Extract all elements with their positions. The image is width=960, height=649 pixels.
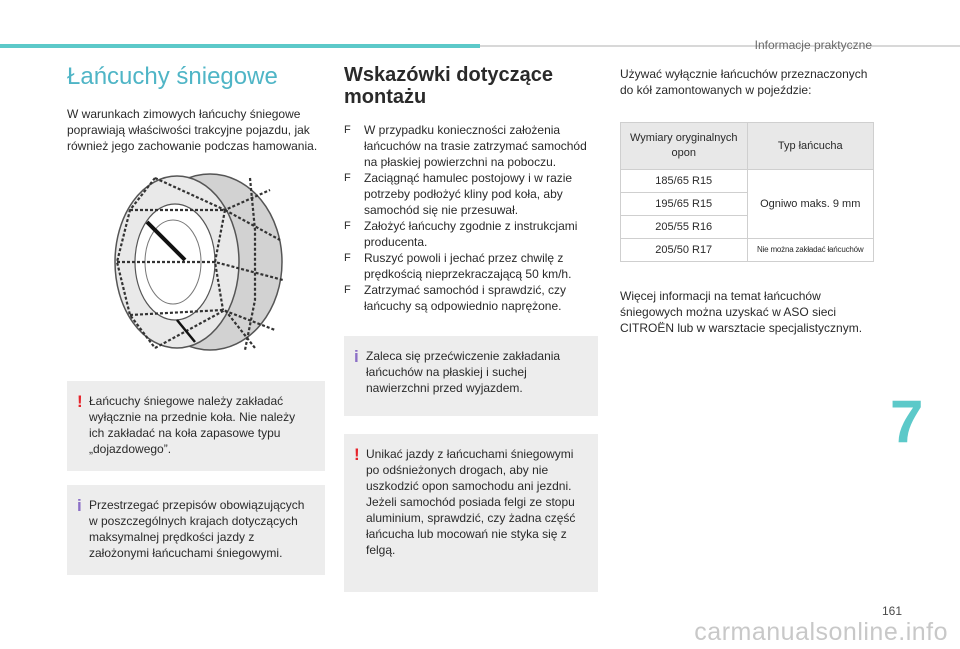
tyre-chain-table bbox=[620, 122, 874, 262]
dealer-info-paragraph: Więcej informacji na temat łańcuchów śniegowych można uzyskać w ASO sieci CITROËN lub w warsztacie specjalistycznym. bbox=[620, 289, 863, 335]
info-icon: i bbox=[77, 496, 82, 515]
info-text: Zaleca się przećwiczenie zakładania łańcuchów na płaskiej i suchej nawierzchni przed wyjazdem. bbox=[366, 349, 561, 395]
column-snow-chains bbox=[67, 62, 325, 575]
step-bullet-icon: F bbox=[344, 220, 351, 232]
header-rule bbox=[480, 45, 960, 47]
column-compatible-tyres bbox=[620, 66, 880, 336]
chain-type-cell: Nie można zakładać łańcuchów bbox=[747, 239, 874, 262]
warning-icon: ! bbox=[354, 445, 360, 464]
section-heading bbox=[344, 64, 598, 108]
table-row bbox=[621, 170, 874, 193]
column-header-chain: Typ łańcucha bbox=[747, 123, 874, 170]
column-mounting-tips bbox=[344, 64, 598, 592]
chain-type-cell: Ogniwo maks. 9 mm bbox=[747, 170, 874, 239]
header-section-title: Informacje praktyczne bbox=[754, 38, 872, 52]
tyre-size-cell: 195/65 R15 bbox=[621, 193, 748, 216]
mounting-steps-list bbox=[344, 122, 598, 314]
snow-chain-illustration bbox=[105, 170, 285, 355]
list-item: F W przypadku konieczności założenia łańcuchów na trasie zatrzymać samochód na płaskiej powierzchni na poboczu. bbox=[344, 123, 587, 169]
info-icon: i bbox=[354, 347, 359, 366]
accent-bar bbox=[0, 44, 480, 48]
column-header-tyre: Wymiary oryginalnych opon bbox=[621, 123, 748, 170]
warning-box-cleared-roads bbox=[344, 434, 598, 592]
list-item: F Ruszyć powoli i jechać przez chwilę z prędkością nieprzekraczającą 50 km/h. bbox=[344, 251, 572, 281]
warning-text: Łańcuchy śniegowe należy zakładać wyłącznie na przednie koła. Nie należy ich zakładać na koła zapasowe typu „dojazdowego”. bbox=[89, 394, 296, 456]
page-number: 161 bbox=[881, 604, 902, 618]
list-item: F Zaciągnąć hamulec postojowy i w razie potrzeby podłożyć kliny pod koła, aby samochód się nie przesuwał. bbox=[344, 171, 573, 217]
tyre-with-chain-icon bbox=[105, 170, 285, 355]
section-heading-line2: montażu bbox=[344, 86, 427, 108]
list-item: F Zatrzymać samochód i sprawdzić, czy łańcuchy są odpowiednio naprężone. bbox=[344, 283, 567, 313]
tyre-size-cell: 205/50 R17 bbox=[621, 239, 748, 262]
step-bullet-icon: F bbox=[344, 172, 351, 184]
list-item: F Założyć łańcuchy zgodnie z instrukcjami producenta. bbox=[344, 219, 578, 249]
info-box-practice bbox=[344, 336, 598, 416]
table-header-row bbox=[621, 123, 874, 170]
table-intro: Używać wyłącznie łańcuchów przeznaczonych do kół zamontowanych w pojeździe: bbox=[620, 67, 868, 97]
watermark-text: carmanualsonline.info bbox=[694, 618, 948, 646]
warning-text: Unikać jazdy z łańcuchami śniegowymi po odśnieżonych drogach, aby nie uszkodzić opon samochodu ani jezdni. Jeżeli samochód posiada felgi ze stopu aluminium, sprawdzić, czy żadna część łańcucha lub mocowań nie styka się z felgą. bbox=[366, 447, 576, 557]
step-bullet-icon: F bbox=[344, 284, 351, 296]
chapter-number: 7 bbox=[890, 388, 924, 455]
warning-icon: ! bbox=[77, 392, 83, 411]
info-text: Przestrzegać przepisów obowiązujących w poszczególnych krajach dotyczących maksymalnej prędkości jazdy z założonymi łańcuchami śniegowymi. bbox=[89, 498, 305, 560]
info-box-speed-limits bbox=[67, 485, 325, 575]
warning-box-front-wheels bbox=[67, 381, 325, 471]
table-row bbox=[621, 239, 874, 262]
tyre-size-cell: 185/65 R15 bbox=[621, 170, 748, 193]
page-title: Łańcuchy śniegowe bbox=[67, 63, 278, 90]
tyre-size-cell: 205/55 R16 bbox=[621, 216, 748, 239]
intro-paragraph: W warunkach zimowych łańcuchy śniegowe poprawiają właściwości trakcyjne pojazdu, jak również jego zachowanie podczas hamowania. bbox=[67, 107, 318, 153]
section-heading-line1: Wskazówki dotyczące bbox=[344, 64, 553, 86]
step-bullet-icon: F bbox=[344, 252, 351, 264]
step-bullet-icon: F bbox=[344, 124, 351, 136]
